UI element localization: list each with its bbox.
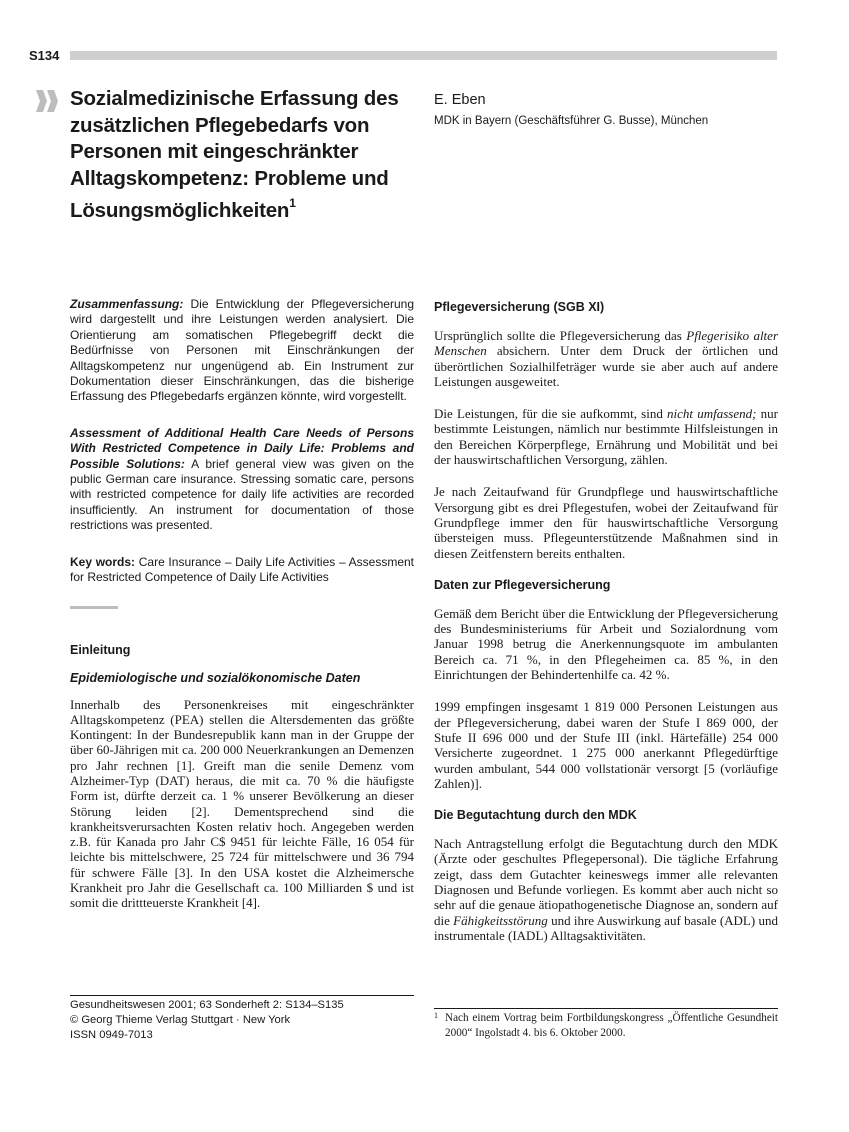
page-number: S134 [29,48,60,63]
article-title: Sozialmedizinische Erfassung des zusätzlichen Pflegebedarfs von Personen mit eingeschränkter Alltagskompetenz: Probleme und Lösungsmöglichkeiten$^1$ [70,87,399,222]
footer-copyright: © Georg Thieme Verlag Stuttgart · New York [70,1014,291,1026]
footnote-rule [434,1008,778,1009]
author-affiliation: MDK in Bayern (Geschäftsführer G. Busse), München [434,115,709,127]
abstract-german-label: Zusammenfassung: [70,297,184,311]
section-heading-daten: Daten zur Pflegeversicherung [434,577,611,592]
header-bar [70,51,777,60]
footer-citation: Gesundheitswesen 2001; 63 Sonderheft 2: S134–S135 [70,999,344,1011]
paragraph-daten-1: Gemäß dem Bericht über die Entwicklung der Pflegeversicherung des Bundesministeriums für Arbeit und Sozialordnung vom Januar 1998 betrug die Anerkennungsquote im ambulanten Bereich ca. 71 %, in den Pflegeheimen ca. 85 %, in den Einrichtungen der Behindertenhilfe ca. 42 %. [434,605,778,683]
keywords-label: Key words: [70,554,136,569]
abstract-english [70,426,414,534]
subsection-heading-epidemiologie: Epidemiologische und sozialökonomische Daten [70,670,361,685]
section-heading-einleitung: Einleitung [70,642,131,657]
paragraph-pv-2: Die Leistungen, für die sie aufkommt, sind nicht umfassend; nur bestimmte Leistungen, nämlich nur bestimmte Hilfsleistungen in den Bereichen Körperpflege, Ernährung und Mobilität und bei der hauswirtschaftlichen Versorgung, zählen. [434,406,778,468]
author-name: E. Eben [434,92,486,108]
paragraph-mdk-1: Nach Antragstellung erfolgt die Begutachtung durch den MDK (Ärzte oder geschultes Pflegepersonal). Die tägliche Erfahrung zeigt, dass dem Gutachter keineswegs immer alle relevanten Diagnosen und Befunde vorliegen. Es kommt aber auch nicht so sehr auf die genaue ätiopathogenetische Diagnose an, sondern auf die Fähigkeitsstörung und ihre Auswirkung auf basale (ADL) und instrumentale (IADL) Alltagsaktivitäten. [434,836,778,943]
quote-marker-icon [35,90,59,112]
footer-issn: ISSN 0949-7013 [70,1029,153,1041]
paragraph-daten-2: 1999 empfingen insgesamt 1 819 000 Personen Leistungen aus der Pflegeversicherung, dabei waren der Stufe I 869 000, der Stufe II 696 000 und der Stufe III (inkl. Härtefälle) 254 000 Versicherte zugeordnet. 1 275 000 anerkannt Pflegedürftige wurden ambulant, 544 000 vollstationär versorgt [5 (vorläufige Zahlen)]. [434,699,778,791]
paragraph-pv-1: Ursprünglich sollte die Pflegeversicherung das Pflegerisiko alter Menschen absichern. Unter dem Druck der örtlichen und überörtlichen Sozialhilfeträger wurde sie aber auch auf andere Leistungen ausgeweitet. [434,328,779,389]
section-divider [70,606,118,609]
publication-footer [70,998,344,1043]
title-footnote-mark: 1 [289,196,296,210]
abstract-english-text: A brief general view was given on the public German care insurance. Stressing somatic care, persons with restricted competence for daily life activities are recorded insufficiently. An instrument for documentation of those restrictions was presented. [70,456,414,533]
keywords-text: Care Insurance – Daily Life Activities – Assessment for Restricted Competence of Daily Life Activities [70,554,415,585]
left-column [70,297,414,928]
abstract-german [70,297,414,405]
right-column [434,300,778,960]
section-heading-pflegeversicherung: Pflegeversicherung (SGB XI) [434,300,605,314]
keywords [70,555,414,586]
footnote-text: Nach einem Vortrag beim Fortbildungskongress „Öffentliche Gesundheit 2000“ Ingolstadt 4. bis 6. Oktober 2000. [445,1012,778,1039]
paragraph-intro: Innerhalb des Personenkreises mit eingeschränkter Alltagskompetenz (PEA) stellen die Altersdementen das größte Kontingent: In der Bundesrepublik kann man in der Gruppe der über 60-Jährigen mit ca. 200 000 Neuerkrankungen an Demenzen pro Jahr rechnen [1]. Greift man die senile Demenz vom Alzheimer-Typ (DAT) heraus, die mit ca. 70 % die häufigste Form ist, dürfte derzeit ca. 1 % unserer Bevölkerung an dieser Störung leiden [2]. Dementsprechend sind die krankheitsverursachten Kosten relativ hoch. Angegeben werden z.B. für Kanada pro Jahr C$ 9451 für leichte Fälle, 16 054 für leichte bis mittelschwere, 25 724 für mittelschwere und 36 794 für schwere Fälle [3]. In den USA kostet die Alzheimersche Krankheit pro Jahr die Gesellschaft ca. 100 Milliarden $ und ist somit die drittteuerste Krankheit [4]. [70,696,414,911]
footnote [434,1011,778,1040]
footer-rule [70,995,414,996]
abstract-english-label: Assessment of Additional Health Care Needs of Persons With Restricted Competence in Daily Life: Problems and Possible Solutions: [70,425,414,471]
paragraph-pv-3: Je nach Zeitaufwand für Grundpflege und hauswirtschaftliche Versorgung gibt es drei Pflegestufen, wobei der Zeitaufwand für Grundpflege immer den für hauswirtschaftliche Versorgung übersteigen muss. Pflegeunterstützende Maßnahmen sind in diesen Zeitfenstern bereits enthalten. [434,484,778,561]
section-heading-begutachtung: Die Begutachtung durch den MDK [434,808,637,823]
abstract-german-text: Die Entwicklung der Pflegeversicherung wird dargestellt und ihre Leistungen werden analysiert. Die Orientierung am somatischen Pflegebegriff deckt die Bedürfnisse von Personen mit Einschränkungen der Alltagskompetenz nur ungenügend ab. Ein Instrument zur Dokumentation dieser Einschränkungen, das die bisherige Erfassung des Pflegebedarfs ergänzen könnte, wird vorgestellt. [70,297,414,404]
footnote-number: 1 [434,1011,438,1020]
